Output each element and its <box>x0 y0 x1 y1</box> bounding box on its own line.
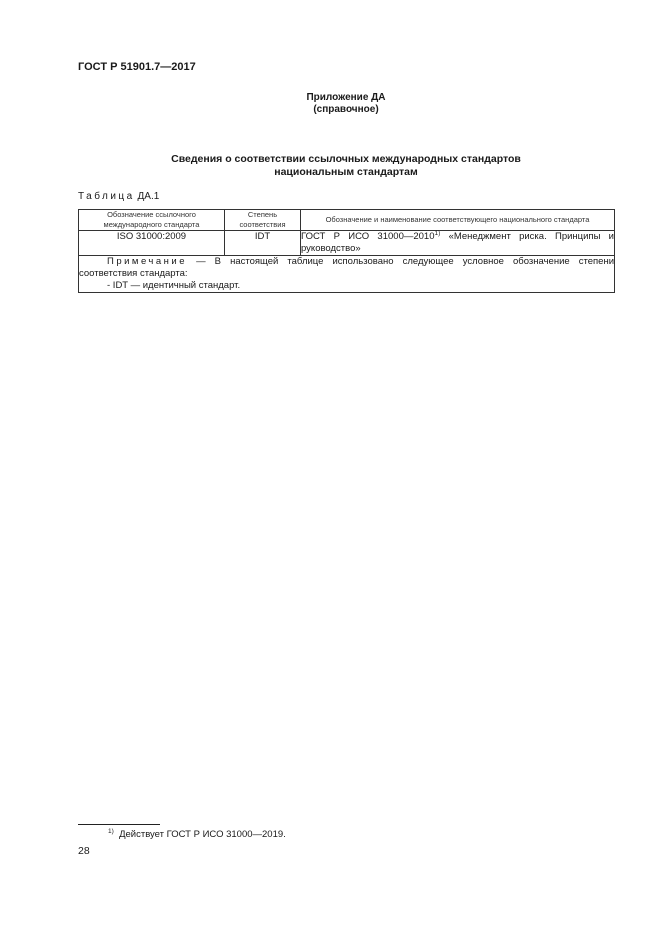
table-note <box>79 256 615 293</box>
cell-intl-standard: ISO 31000:2009 <box>79 231 225 256</box>
header-intl-standard: Обозначение ссылочного международного стандарта <box>79 210 225 231</box>
national-standard-code: ГОСТ Р ИСО 31000—2010 <box>301 231 435 242</box>
footnote-divider <box>78 824 160 825</box>
header-national-standard: Обозначение и наименование соответствующего национального стандарта <box>301 210 615 231</box>
table-caption <box>78 191 159 202</box>
correspondence-table <box>78 209 615 293</box>
footnote <box>108 829 286 840</box>
table-note-row <box>79 256 615 293</box>
cell-degree: IDT <box>225 231 301 256</box>
table-row <box>79 231 615 256</box>
note-item: - IDT — идентичный стандарт. <box>107 280 241 291</box>
annex-subtitle: (справочное) <box>313 104 379 115</box>
table-caption-label: Таблица <box>78 191 135 202</box>
note-label: Примечание <box>107 256 187 267</box>
page-number: 28 <box>78 845 90 857</box>
national-standard-title: «Менеджмент риска. Принципы и руководство» <box>301 231 614 254</box>
annex-heading-line1: Сведения о соответствии ссылочных международных стандартов <box>171 153 521 165</box>
footnote-text: Действует ГОСТ Р ИСО 31000—2019. <box>119 829 286 840</box>
annex-heading-line2: национальным стандартам <box>274 166 418 178</box>
cell-national-standard <box>301 231 615 256</box>
table-caption-number: ДА.1 <box>134 191 160 202</box>
annex-title: Приложение ДА <box>306 92 386 103</box>
footnote-mark: 1) <box>108 827 114 835</box>
note-text <box>79 256 614 280</box>
table-header-row <box>79 210 615 231</box>
document-code: ГОСТ Р 51901.7—2017 <box>78 61 196 73</box>
note-body: — В настоящей таблице использовано следующее условное обозначение степени соответствия стандарта: <box>79 256 614 279</box>
footnote-reference: 1) <box>434 229 441 237</box>
header-degree: Степень соответствия <box>225 210 301 231</box>
